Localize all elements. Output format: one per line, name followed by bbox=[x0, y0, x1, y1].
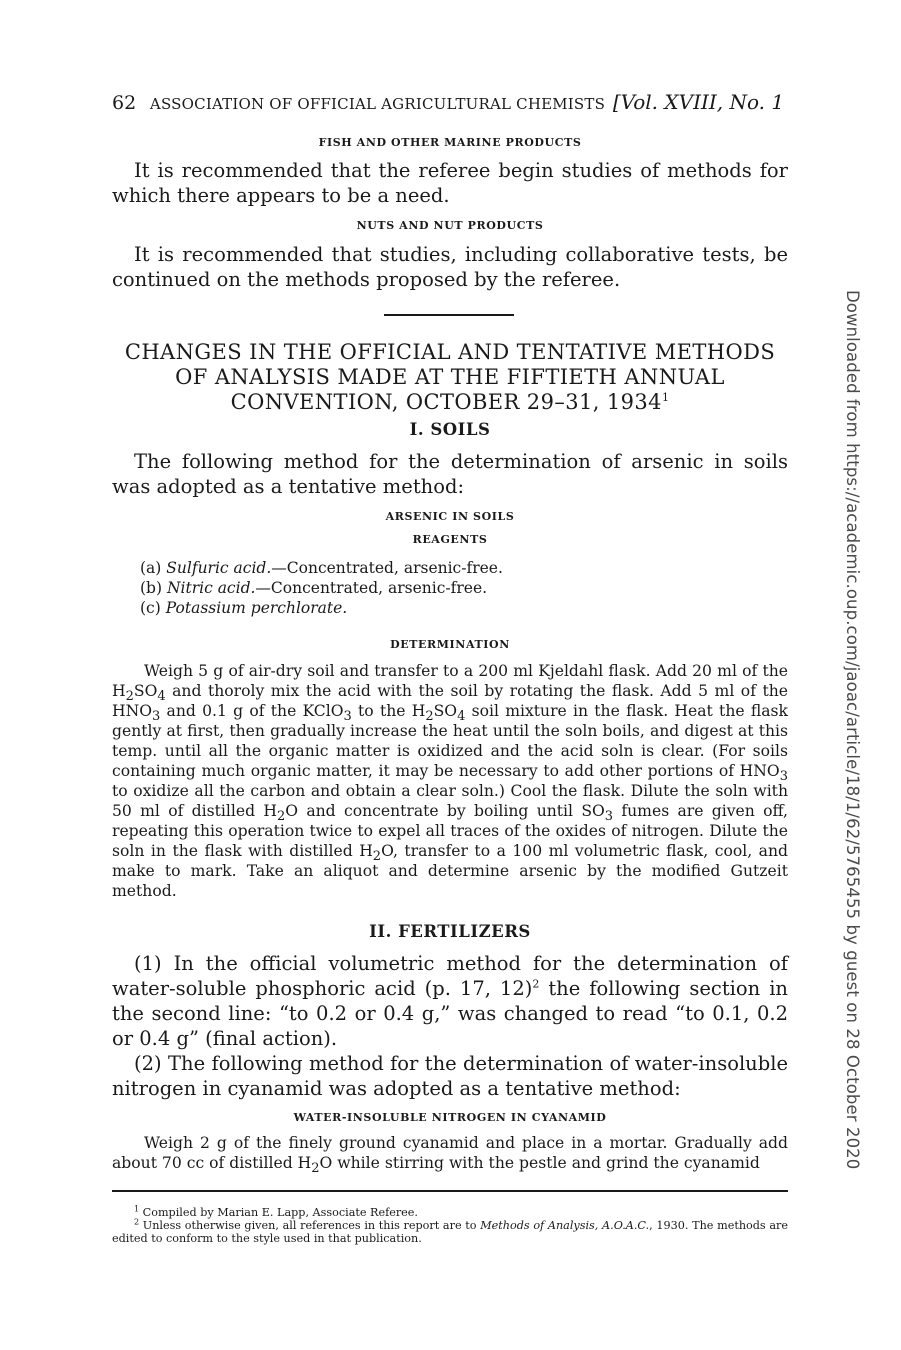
determination-text: O, transfer to a 100 ml volumetric flask, cool, and make to mark. Take an aliquot and determine arsenic by the modified Gutzeit method. bbox=[112, 842, 788, 900]
footnote-2-mark: 2 bbox=[134, 1217, 140, 1227]
determination-text: Weigh 5 g of air-dry soil and transfer to a 200 ml Kjeldahl flask. Add 20 ml of the H bbox=[112, 662, 788, 700]
reagent-label: (b) bbox=[140, 579, 163, 597]
fish-heading: FISH AND OTHER MARINE PRODUCTS bbox=[318, 136, 582, 149]
nuts-paragraph: It is recommended that studies, including collaborative tests, be continued on the methods proposed by the referee. bbox=[112, 243, 788, 291]
determination-paragraph: Weigh 5 g of air-dry soil and transfer to a 200 ml Kjeldahl flask. Add 20 ml of the $H_2SO_4$ and thoroly mix the acid with the soil by rotating the flask. Add 5 ml of the $HNO_3$ and 0.1 g of the KClO$_3$ to the $H_2SO_4$ soil mixture in the flask. Heat the flask gently at first, then gradually increase the heat until the soln boils, and digest at this temp. until all the organic matter is oxidized and the acid soln is clear. (For soils containing much organic matter, it may be necessary to add other portions of $HNO_3$ to oxidize all the carbon and obtain a clear soln.) Cool the flask. Dilute the soln with 50 ml of distilled $H_2O$ and concentrate by boiling until $SO_3$ fumes are given off, repeating this operation twice to expel all traces of the oxides of nitrogen. Dilute the soln in the flask with distilled $H_2O$, transfer to a 100 ml volumetric flask, cool, and make to mark. Take an aliquot and determine arsenic by the modified Gutzeit method. bbox=[112, 662, 788, 900]
cyanamid-paragraph: Weigh 2 g of the finely ground cyanamid and place in a mortar. Gradually add about 70 cc of distilled $H_2O$ while stirring with the pestle and grind the cyanamid bbox=[112, 1134, 788, 1177]
fertilizers-paragraph-2: (2) The following method for the determination of water-insoluble nitrogen in cyanamid was adopted as a tentative method: bbox=[112, 1052, 788, 1100]
title-line-3 bbox=[112, 390, 788, 415]
section-divider bbox=[384, 314, 514, 316]
reagent-label: (a) bbox=[140, 559, 162, 577]
reagent-name: Nitric acid. bbox=[166, 579, 256, 597]
footnote-2-title: Methods of Analysis, A.O.A.C. bbox=[480, 1219, 650, 1232]
footnote-rule bbox=[112, 1190, 788, 1192]
cyanamid-heading: WATER-INSOLUBLE NITROGEN IN CYANAMID bbox=[293, 1111, 607, 1124]
footnote-1-mark: 1 bbox=[134, 1204, 140, 1214]
footnote-2-text: , 1930. The methods are edited to conform to the style used in that publication. bbox=[112, 1219, 788, 1245]
reagent-item bbox=[112, 598, 788, 618]
determination-text: O and concentrate by boiling until SO bbox=[285, 802, 605, 820]
title-line-3-text: CONVENTION, OCTOBER 29–31, 1934 bbox=[230, 390, 662, 414]
reagent-item bbox=[112, 578, 788, 598]
soils-intro: The following method for the determination of arsenic in soils was adopted as a tentative method: bbox=[112, 450, 788, 498]
fertilizers-p1-text: (1) In the official volumetric method for the determination of water-soluble phosphoric acid (p. 17, 12) bbox=[112, 952, 788, 1000]
reagent-item bbox=[112, 558, 788, 578]
article-title bbox=[112, 340, 788, 415]
volume-info: [Vol. XVIII, No. 1 bbox=[612, 90, 785, 114]
journal-title: ASSOCIATION OF OFFICIAL AGRICULTURAL CHEMISTS bbox=[149, 95, 606, 113]
download-watermark: Downloaded from https://academic.oup.com/jaoac/article/18/1/62/5765455 by guest on 28 October 2020 bbox=[843, 290, 862, 1170]
reagent-label: (c) bbox=[140, 599, 161, 617]
soils-heading: I. SOILS bbox=[409, 420, 491, 439]
cyanamid-text: O while stirring with the pestle and grind the cyanamid bbox=[319, 1154, 760, 1172]
determination-text: soil mixture in the flask. Heat the flask gently at first, then gradually increase the heat until the soln boils, and digest at this temp. until all the organic matter is oxidized and the acid soln is clear. (For soils containing much organic matter, it may be necessary to add other portions of HNO bbox=[112, 702, 788, 780]
determination-text: and 0.1 g of the KClO bbox=[160, 702, 344, 720]
reagent-name: Sulfuric acid. bbox=[166, 559, 272, 577]
nuts-heading: NUTS AND NUT PRODUCTS bbox=[356, 219, 544, 232]
footnote-2 bbox=[112, 1219, 788, 1245]
reagent-desc: —Concentrated, arsenic-free. bbox=[255, 579, 488, 597]
determination-text: fumes are given off, repeating this operation twice to expel all traces of the oxides of nitrogen. Dilute the soln in the flask with distilled H bbox=[112, 802, 788, 860]
fertilizers-p1-text: the following section in the second line: “to 0.2 or 0.4 g,” was changed to read “to 0.1, 0.2 or 0.4 g” (final action). bbox=[112, 977, 788, 1050]
reagents-heading: REAGENTS bbox=[412, 533, 488, 546]
determination-text: to the H bbox=[351, 702, 426, 720]
page-number: 62 bbox=[112, 92, 137, 114]
reagents-list bbox=[112, 558, 788, 618]
cyanamid-text: Weigh 2 g of the finely ground cyanamid and place in a mortar. Gradually add about 70 cc of distilled H bbox=[112, 1134, 788, 1172]
footnote-2-text: Unless otherwise given, all references in this report are to bbox=[142, 1219, 481, 1232]
title-line-1: CHANGES IN THE OFFICIAL AND TENTATIVE METHODS bbox=[124, 340, 776, 364]
reagent-desc: —Concentrated, arsenic-free. bbox=[271, 559, 503, 577]
fertilizers-paragraph-1 bbox=[112, 951, 788, 1051]
reagent-name: Potassium perchlorate. bbox=[165, 599, 348, 617]
title-footnote-mark: 1 bbox=[661, 391, 670, 404]
determination-text: to oxidize all the carbon and obtain a clear soln.) Cool the flask. Dilute the soln with 50 ml of distilled H bbox=[112, 782, 788, 820]
title-line-2: OF ANALYSIS MADE AT THE FIFTIETH ANNUAL bbox=[175, 365, 725, 389]
arsenic-heading: ARSENIC IN SOILS bbox=[385, 510, 515, 523]
footnote-1 bbox=[112, 1206, 788, 1219]
running-head bbox=[112, 90, 788, 114]
fish-paragraph: It is recommended that the referee begin studies of methods for which there appears to be a need. bbox=[112, 159, 788, 207]
determination-text: and thoroly mix the acid with the soil by rotating the flask. Add 5 ml of the HNO bbox=[112, 682, 788, 720]
footnote-1-text: Compiled by Marian E. Lapp, Associate Referee. bbox=[142, 1206, 418, 1219]
footnotes bbox=[112, 1206, 788, 1245]
determination-heading: DETERMINATION bbox=[390, 638, 510, 651]
fertilizers-heading: II. FERTILIZERS bbox=[369, 922, 531, 941]
footnote-ref: 2 bbox=[532, 977, 540, 991]
